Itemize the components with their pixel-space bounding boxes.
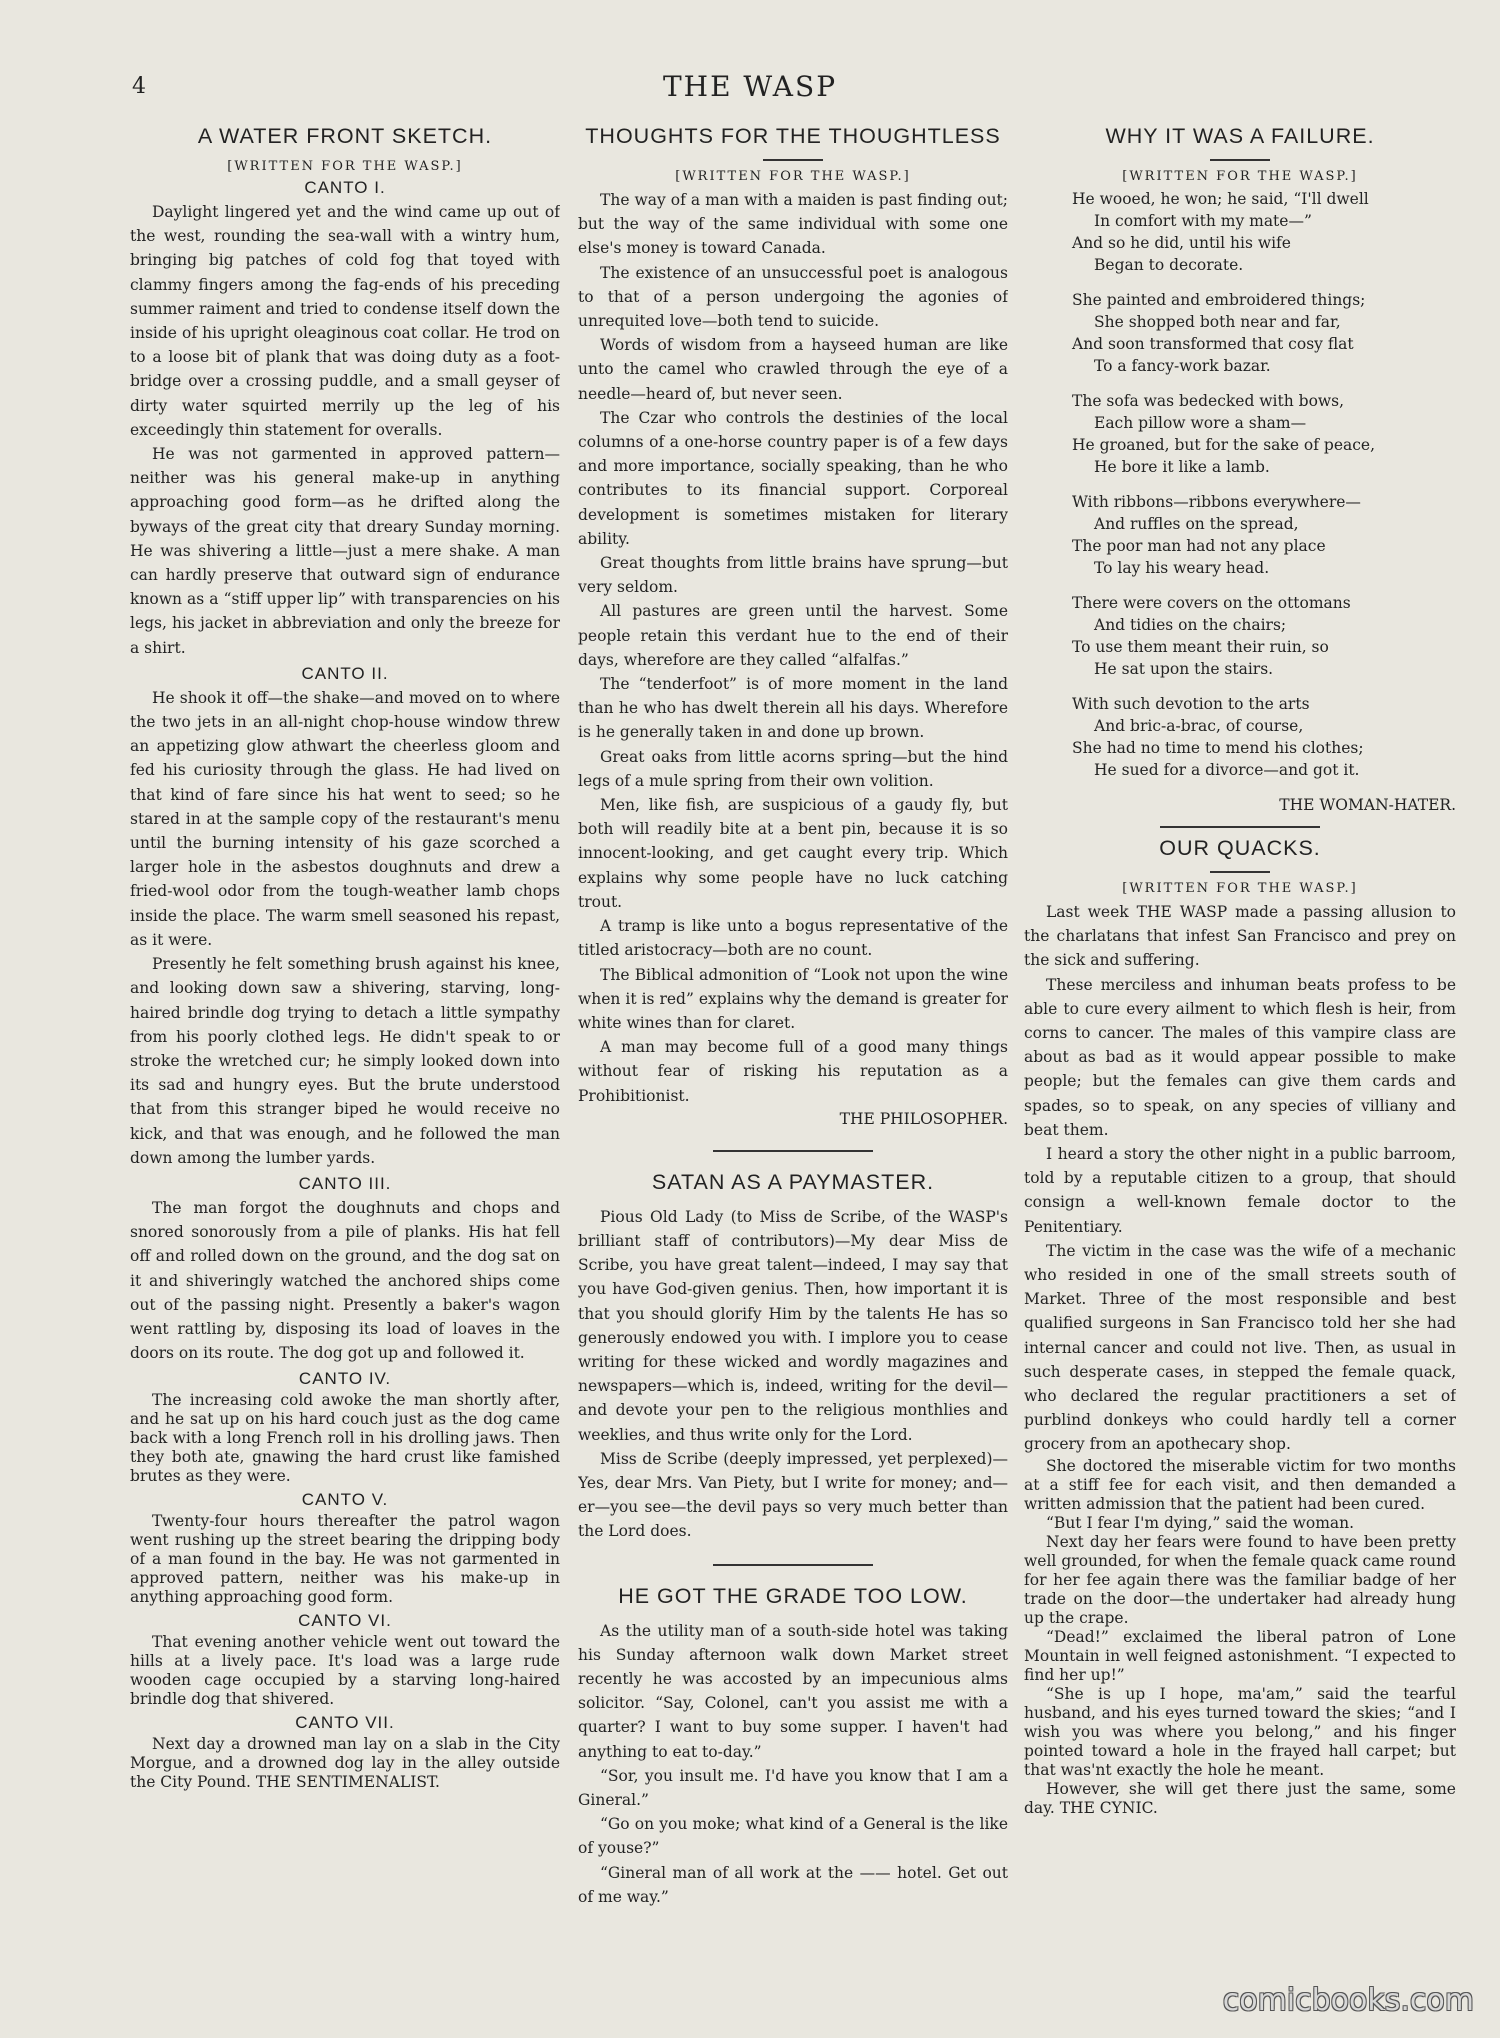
- waterfront-body: [130, 178, 560, 1792]
- poem-line: He bore it like a lamb.: [1094, 458, 1270, 476]
- satan-title: SATAN AS A PAYMASTER.: [651, 1169, 935, 1194]
- paragraph: She doctored the miserable victim for two months at a stiff fee for each visit, and then demanded a written admission that the patient had been cured.: [1024, 1456, 1456, 1513]
- paragraph: “Go on you moke; what kind of a General is the like of youse?”: [578, 1815, 1008, 1858]
- paragraph: He was not garmented in approved pattern—neither was his general make-up in anything approaching good form—as he drifted along the byways of the great city that dreary Sunday morning. He was shivering a little—just a mere shake. A man can hardly preserve that outward sign of endurance known as a “stiff upper lip” with transparencies on his legs, his jacket in abbreviation and only the breeze for a shirt.: [130, 445, 560, 657]
- thoughts-signature: THE PHILOSOPHER.: [839, 1109, 1008, 1128]
- poem-line: Began to decorate.: [1094, 256, 1244, 274]
- quacks-body: [1024, 900, 1456, 1818]
- watermark: comicbooks.com: [1222, 1983, 1474, 2018]
- grade-body: [578, 1619, 1008, 1909]
- poem-stanza: [1024, 592, 1456, 680]
- poem-line: To a fancy-work bazar.: [1094, 357, 1271, 375]
- column-middle: [578, 118, 1008, 1909]
- poem-line: And bric-a-brac, of course,: [1094, 717, 1304, 735]
- page-number: 4: [132, 74, 146, 99]
- poem-line: She shopped both near and far,: [1094, 313, 1341, 331]
- paragraph: Twenty-four hours thereafter the patrol wagon went rushing up the street bearing the dripping body of a man found in the bay. He was not garmented in approved pattern, neither was his make-up in anything approaching good form.: [130, 1512, 560, 1607]
- poem-line: There were covers on the ottomans: [1072, 594, 1351, 612]
- failure-title: WHY IT WAS A FAILURE.: [1105, 124, 1375, 148]
- poem-line: Each pillow wore a sham—: [1094, 414, 1307, 432]
- poem-line: He wooed, he won; he said, “I'll dwell: [1072, 190, 1369, 208]
- title-rule: [763, 159, 823, 161]
- paragraph: Great oaks from little acorns spring—but the hind legs of a mule spring from their own volition.: [578, 747, 1008, 790]
- paragraph: The Biblical admonition of “Look not upon the wine when it is red” explains why the demand is greater for white wines than for claret.: [578, 965, 1008, 1032]
- paragraph: “Sor, you insult me. I'd have you know that I am a Gineral.”: [578, 1766, 1008, 1809]
- poem-line: With such devotion to the arts: [1072, 695, 1310, 713]
- paragraph: “Gineral man of all work at the —— hotel. Get out of me way.”: [578, 1863, 1008, 1906]
- poem-line: She painted and embroidered things;: [1072, 291, 1366, 309]
- thoughts-title: THOUGHTS FOR THE THOUGHTLESS: [585, 124, 1001, 148]
- title-rule: [1210, 871, 1270, 873]
- paragraph: A man may become full of a good many things without fear of risking his reputation as a Prohibitionist.: [578, 1038, 1008, 1105]
- canto-heading: CANTO VI.: [298, 1611, 392, 1631]
- canto-heading: CANTO IV.: [298, 1369, 392, 1389]
- paragraph: Daylight lingered yet and the wind came up out of the west, rounding the sea-wall with a wintry hum, bringing big patches of cold fog that toyed with clammy fingers among the fag-ends of his preceding summer raiment and tried to condense itself down the inside of his upright oleaginous coat collar. He trod on to a loose bit of plank that was doing duty as a foot-bridge over a crossing puddle, and a small geyser of dirty water squirted merrily up the leg of his exceedingly thin statement for overalls.: [130, 203, 560, 439]
- thoughts-body: [578, 188, 1008, 1108]
- paragraph: The way of a man with a maiden is past finding out; but the way of the same individual with some one else's money is toward Canada.: [578, 191, 1008, 258]
- poem-line: And ruffles on the spread,: [1094, 515, 1299, 533]
- poem-line: And soon transformed that cosy flat: [1072, 335, 1354, 353]
- poem-line: In comfort with my mate—”: [1094, 212, 1312, 230]
- section-divider: [713, 1150, 873, 1152]
- poem-line: To use them meant their ruin, so: [1072, 638, 1329, 656]
- written-for-note: [WRITTEN FOR THE WASP.]: [227, 159, 463, 174]
- canto-heading: CANTO I.: [304, 178, 386, 197]
- paragraph: Great thoughts from little brains have sprung—but very seldom.: [578, 554, 1008, 597]
- canto-heading: CANTO III.: [298, 1173, 392, 1193]
- paragraph: All pastures are green until the harvest. Some people retain this verdant hue to the end of their days, wherefore are they called “alfalfas.”: [578, 602, 1008, 669]
- paragraph: These merciless and inhuman beats profess to be able to cure every ailment to which flesh is heir, from corns to cancer. The males of this vampire class are about as bad as it would appear possible to make people; but the females can give them cards and spades, so to speak, on any species of villiany and beat them.: [1024, 975, 1456, 1139]
- paragraph: Next day a drowned man lay on a slab in the City Morgue, and a drowned dog lay in the alley outside the City Pound. THE SENTIMENALIST.: [130, 1735, 560, 1792]
- paragraph: A tramp is like unto a bogus representative of the titled aristocracy—both are no count.: [578, 917, 1008, 960]
- poem-stanza: [1024, 390, 1456, 478]
- poem-line: The poor man had not any place: [1072, 537, 1326, 555]
- canto-heading: CANTO VII.: [295, 1713, 395, 1733]
- column-left: [130, 118, 560, 1792]
- poem-line: He sued for a divorce—and got it.: [1094, 761, 1360, 779]
- poem-line: And so he did, until his wife: [1072, 234, 1291, 252]
- failure-poem: [1024, 188, 1456, 781]
- paragraph: “She is up I hope, ma'am,” said the tearful husband, and his eyes turned toward the skies; “and I wish you was where you belong,” and his finger pointed toward a hole in the frayed hall carpet; but that was'nt exactly the hole he meant.: [1024, 1684, 1456, 1779]
- title-rule: [1210, 159, 1270, 161]
- paragraph: The existence of an unsuccessful poet is analogous to that of a person undergoing the agonies of unrequited love—both tend to suicide.: [578, 263, 1008, 331]
- poem-stanza: [1024, 188, 1456, 276]
- paragraph: I heard a story the other night in a public barroom, told by a reputable citizen to a group, that should consign a well-known female doctor to the Penitentiary.: [1024, 1145, 1456, 1236]
- failure-signature: THE WOMAN-HATER.: [1279, 796, 1456, 814]
- masthead: THE WASP: [662, 70, 838, 103]
- written-for-note: [WRITTEN FOR THE WASP.]: [1122, 881, 1358, 896]
- poem-line: She had no time to mend his clothes;: [1072, 739, 1364, 757]
- paragraph: Pious Old Lady (to Miss de Scribe, of the WASP's brilliant staff of contributors)—My dear Miss de Scribe, you have great talent—indeed, I may say that you have God-given genius. Then, how important it is that you should glorify Him by the talents He has so generously endowed you with. I implore you to cease writing for these wicked and wordly magazines and newspapers—which is, indeed, writing for the devil—and devote your pen to the religious monthlies and weeklies, and thus write only for the Lord.: [578, 1207, 1008, 1444]
- canto-heading: CANTO II.: [301, 663, 389, 683]
- paragraph: Words of wisdom from a hayseed human are like unto the camel who crawled through the eye of a needle—heard of, but never seen.: [578, 336, 1008, 403]
- paragraph: Presently he felt something brush against his knee, and looking down saw a shivering, starving, long-haired brindle dog trying to detach a little sympathy from his poorly clothed legs. He didn't speak to or stroke the wretched cur; he simply looked down into its sad and hungry eyes. But the brute understood that from this stranger biped he would receive no kick, and that was enough, and he followed the man down among the lumber yards.: [130, 955, 560, 1167]
- poem-stanza: [1024, 289, 1456, 377]
- paragraph: He shook it off—the shake—and moved on to where the two jets in an all-night chop-house window threw an appetizing glow athwart the cheerless gloom and fed his curiosity through the glass. He had lived on that kind of fare since his hat went to seed; so he stared in at the sample copy of the restaurant's menu until the burning intensity of his gaze scorched a larger hole in the asbestos doughnuts and drew a fried-wool odor from the tough-weather lamb chops inside the place. The warm smell seasoned his repast, as it were.: [130, 688, 560, 949]
- poem-line: With ribbons—ribbons everywhere—: [1072, 493, 1361, 511]
- paragraph: The “tenderfoot” is of more moment in the land than he who has dwelt therein all his days. Wherefore is he generally taken in and done up brown.: [578, 675, 1008, 742]
- quacks-title: OUR QUACKS.: [1159, 836, 1321, 860]
- waterfront-title: A WATER FRONT SKETCH.: [197, 124, 493, 148]
- paragraph: Miss de Scribe (deeply impressed, yet perplexed)—Yes, dear Mrs. Van Piety, but I write for money; and—er—you see—the devil pays so very much better than the Lord does.: [578, 1449, 1008, 1541]
- paragraph: The Czar who controls the destinies of the local columns of a one-horse country paper is of a few days and more importance, socially speaking, than he who contributes to its financial support. Corporeal development is sometimes mistaken for literary ability.: [578, 408, 1008, 548]
- satan-body: [578, 1205, 1008, 1544]
- paragraph: Last week THE WASP made a passing allusion to the charlatans that infest San Francisco and prey on the sick and suffering.: [1024, 903, 1456, 970]
- column-right: [1024, 118, 1456, 1818]
- written-for-note: [WRITTEN FOR THE WASP.]: [1122, 169, 1358, 184]
- paragraph: That evening another vehicle went out toward the hills at a lively pace. It's load was a large rude wooden cage occupied by a starving long-haired brindle dog that shivered.: [130, 1633, 560, 1709]
- poem-line: To lay his weary head.: [1094, 559, 1270, 577]
- written-for-note: [WRITTEN FOR THE WASP.]: [675, 169, 911, 184]
- poem-stanza: [1024, 491, 1456, 579]
- paragraph: As the utility man of a south-side hotel was taking his Sunday afternoon walk down Market street recently he was accosted by an impecunious alms solicitor. “Say, Colonel, can't you assist me with a quarter? I want to buy some supper. I haven't had anything to eat to-day.”: [578, 1621, 1008, 1761]
- canto-heading: CANTO V.: [301, 1490, 389, 1510]
- paragraph: “But I fear I'm dying,” said the woman.: [1046, 1513, 1355, 1532]
- poem-stanza: [1024, 693, 1456, 781]
- poem-line: The sofa was bedecked with bows,: [1072, 392, 1345, 410]
- paragraph: Next day her fears were found to have been pretty well grounded, for when the female quack came round for her fee again there was the familiar badge of her trade on the door—the undertaker had already hung up the crape.: [1024, 1532, 1456, 1627]
- paragraph: Men, like fish, are suspicious of a gaudy fly, but both will readily bite at a bent pin, because it is so innocent-looking, and get caught every trip. Which explains why some people have no luck catching trout.: [578, 796, 1008, 911]
- section-divider: [1160, 826, 1320, 828]
- paragraph: The victim in the case was the wife of a mechanic who resided in one of the small streets south of Market. Three of the most responsible and best qualified surgeons in San Francisco told her she had internal cancer and could not live. Then, as usual in such desperate cases, in stepped the female quack, who declared the regular practitioners a set of purblind donkeys who could hardly tell a corner grocery from an apothecary shop.: [1024, 1241, 1456, 1454]
- paragraph: The increasing cold awoke the man shortly after, and he sat up on his hard couch just as the dog came back with a long French roll in his drolling jaws. Then they both ate, gnawing the hard crust like famished brutes as they were.: [130, 1391, 560, 1486]
- poem-line: He sat upon the stairs.: [1094, 660, 1274, 678]
- section-divider: [713, 1564, 873, 1566]
- paragraph: The man forgot the doughnuts and chops and snored sonorously from a pile of planks. His hat fell off and rolled down on the ground, and the dog sat on it and shiveringly watched the anchored ships come out of the passing night. Presently a baker's wagon went rattling by, disposing its load of loaves in the doors on its route. The dog got up and followed it.: [130, 1198, 560, 1363]
- poem-line: And tidies on the chairs;: [1094, 616, 1287, 634]
- paragraph: However, she will get there just the same, some day. THE CYNIC.: [1024, 1779, 1456, 1817]
- grade-title: HE GOT THE GRADE TOO LOW.: [618, 1583, 968, 1608]
- poem-line: He groaned, but for the sake of peace,: [1072, 436, 1376, 454]
- paragraph: “Dead!” exclaimed the liberal patron of Lone Mountain in well feigned astonishment. “I expected to find her up!”: [1024, 1627, 1456, 1684]
